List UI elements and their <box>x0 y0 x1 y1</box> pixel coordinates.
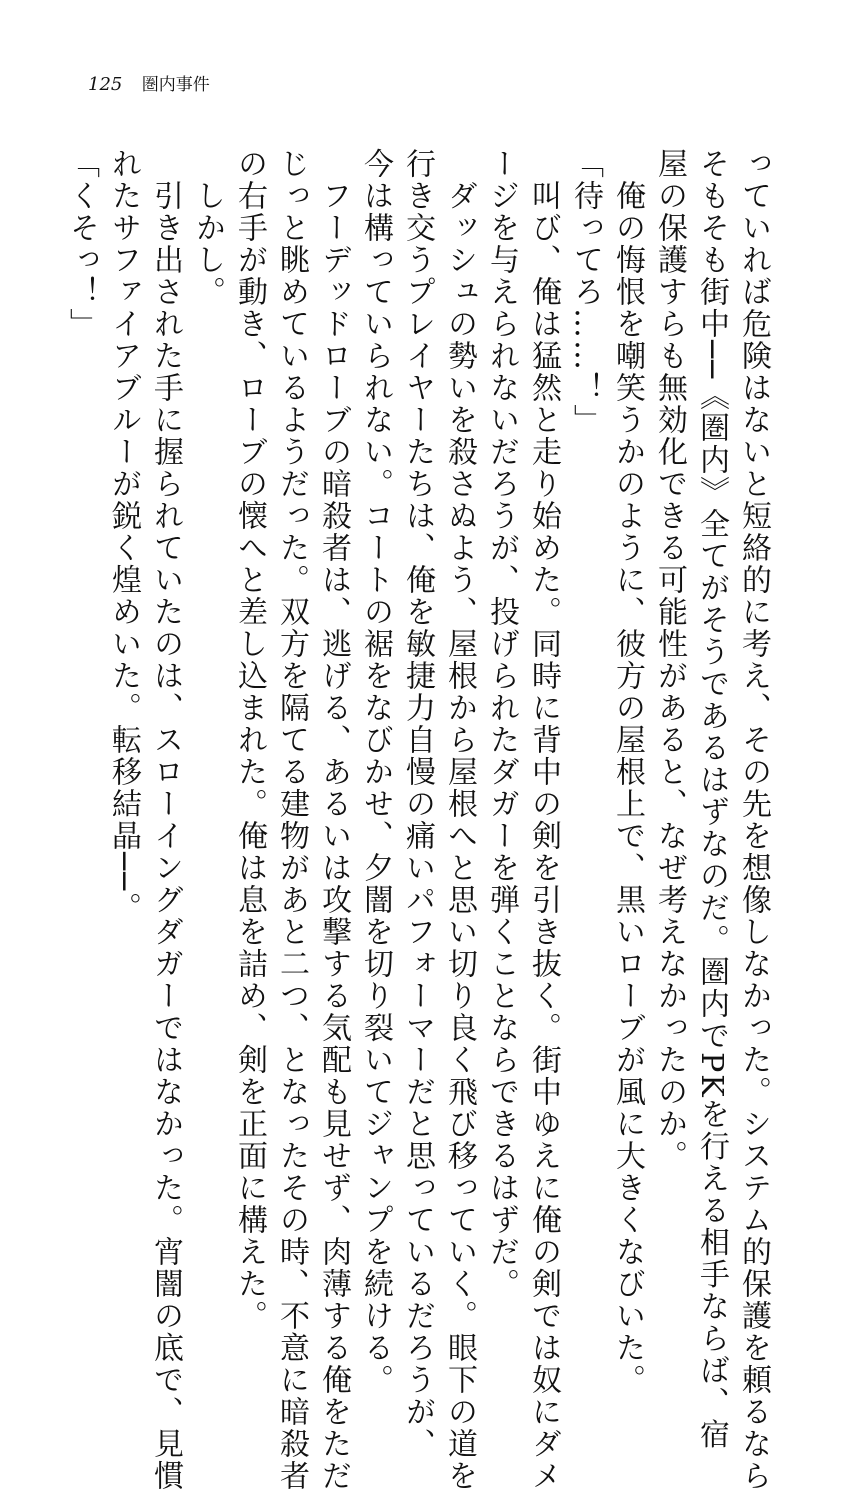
text-line: じっと眺めているようだった。双方を隔てる建物があと二つ、となったその時、不意に暗殺者 <box>274 148 309 1492</box>
text-line: 屋の保護すらも無効化できる可能性があると、なぜ考えなかったのか。 <box>652 148 687 1172</box>
vertical-body-text <box>64 148 774 1492</box>
text-line: 「くそっ！」 <box>64 148 99 340</box>
text-line: れたサファイアブルーが鋭く煌めいた。転移結晶──。 <box>106 148 141 925</box>
text-line: 俺の悔恨を嘲笑うかのように、彼方の屋根上で、黒いローブが風に大きくなびいた。 <box>610 148 645 1396</box>
text-line: 引き出された手に握られていたのは、スローイングダガーではなかった。宵闇の底で、見慣 <box>148 148 183 1492</box>
page-header <box>88 76 210 94</box>
text-line: そもそも街中──《圏内》全てがそうであるはずなのだ。圏内でPKを行える相手ならば、宿 <box>694 148 729 1451</box>
text-line: しかし。 <box>190 148 225 308</box>
text-line: 行き交うプレイヤーたちは、俺を敏捷力自慢の痛いパフォーマーだと思っているだろうが、 <box>400 148 435 1460</box>
text-line: 叫び、俺は猛然と走り始めた。同時に背中の剣を引き抜く。街中ゆえに俺の剣では奴にダメ <box>526 148 561 1492</box>
text-line: 今は構っていられない。コートの裾をなびかせ、夕闇を切り裂いてジャンプを続ける。 <box>358 148 393 1396</box>
text-line: ージを与えられないだろうが、投げられたダガーを弾くことならできるはずだ。 <box>484 148 519 1300</box>
page-number: 125 <box>88 74 123 95</box>
text-line: の右手が動き、ローブの懐へと差し込まれた。俺は息を詰め、剣を正面に構えた。 <box>232 148 267 1332</box>
chapter-title: 圏内事件 <box>141 75 210 95</box>
text-line: 「待ってろ……！」 <box>568 148 603 436</box>
text-line: フーデッドローブの暗殺者は、逃げる、あるいは攻撃する気配も見せず、肉薄する俺をただ <box>316 148 351 1492</box>
text-line: っていれば危険はないと短絡的に考え、その先を想像しなかった。システム的保護を頼るなら <box>736 148 771 1492</box>
text-line: ダッシュの勢いを殺さぬよう、屋根から屋根へと思い切り良く飛び移っていく。眼下の道を <box>442 148 477 1492</box>
